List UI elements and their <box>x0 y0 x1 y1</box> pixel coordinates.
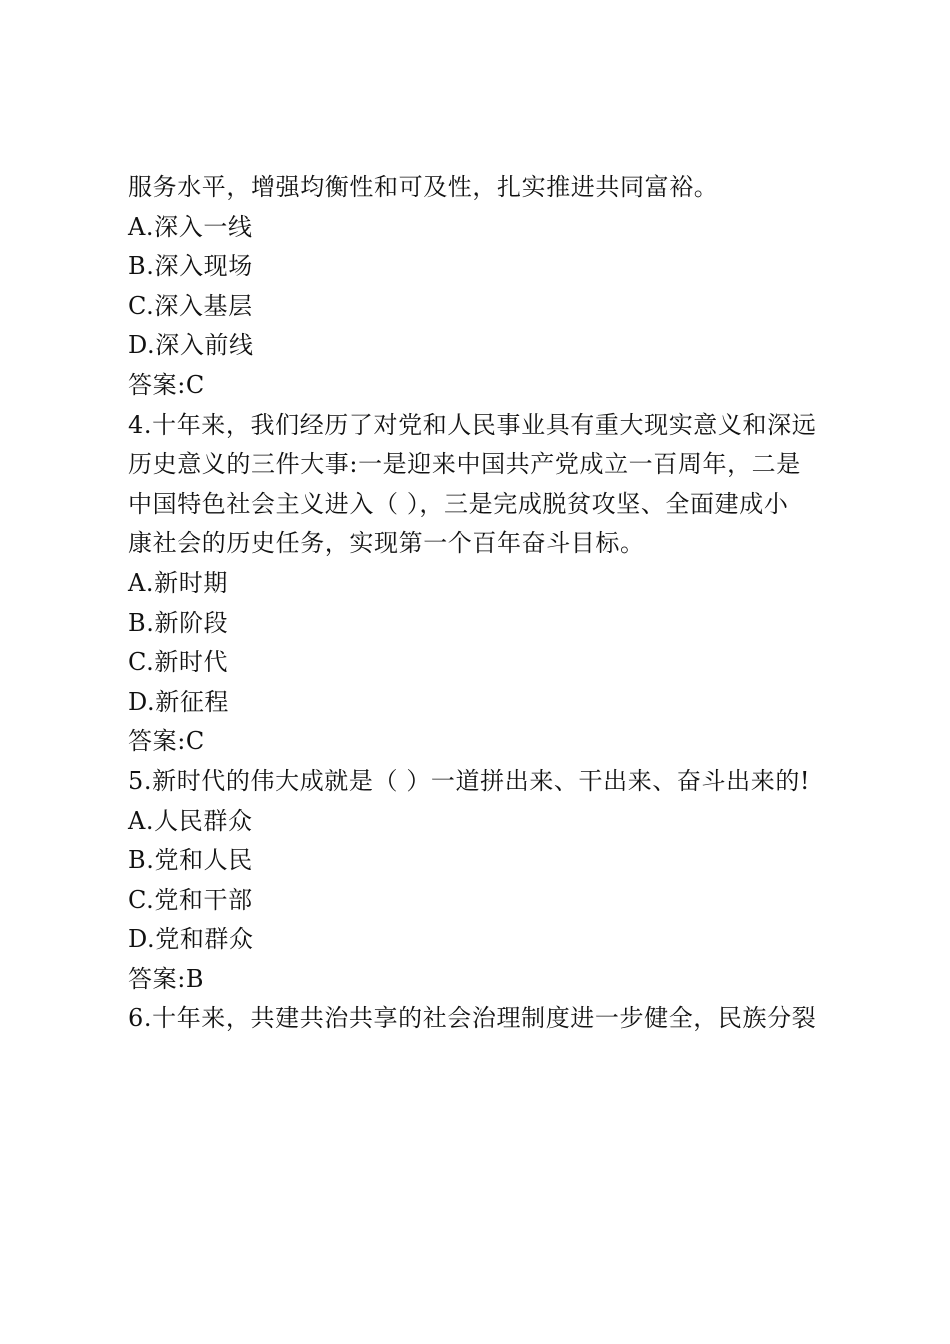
question-5-option-a: A.人民群众 <box>128 806 253 835</box>
question-5-option-b: B.党和人民 <box>128 846 253 875</box>
question-6-stem: 6.十年来，共建共治共享的社会治理制度进一步健全，民族分裂 <box>128 1004 817 1033</box>
question-3-answer: 答案:C <box>128 370 205 399</box>
question-4-option-a: A.新时期 <box>128 568 228 597</box>
question-list <box>128 168 838 1039</box>
question-3-option-c: C.深入基层 <box>128 291 253 320</box>
question-6 <box>128 999 838 1039</box>
question-4 <box>128 406 838 762</box>
question-4-stem-line-1: 4.十年来，我们经历了对党和人民事业具有重大现实意义和深远 <box>128 410 817 439</box>
question-4-option-d: D.新征程 <box>128 687 230 716</box>
question-4-answer: 答案:C <box>128 727 205 756</box>
question-5 <box>128 762 838 1000</box>
question-5-answer: 答案:B <box>128 964 205 993</box>
question-4-option-c: C.新时代 <box>128 648 229 677</box>
question-5-stem: 5.新时代的伟大成就是（ ）一道拼出来、干出来、奋斗出来的! <box>128 766 811 795</box>
question-4-option-b: B.新阶段 <box>128 608 229 637</box>
question-3-option-d: D.深入前线 <box>128 331 254 360</box>
question-3-option-b: B.深入现场 <box>128 252 253 281</box>
question-4-stem-line-4: 康社会的历史任务，实现第一个百年奋斗目标。 <box>128 529 645 558</box>
question-5-option-d: D.党和群众 <box>128 925 254 954</box>
question-3 <box>128 168 838 406</box>
question-4-stem-line-3: 中国特色社会主义进入（ ），三是完成脱贫攻坚、全面建成小 <box>128 489 789 518</box>
question-5-option-c: C.党和干部 <box>128 885 253 914</box>
question-4-stem-line-2: 历史意义的三件大事:一是迎来中国共产党成立一百周年，二是 <box>128 450 801 479</box>
question-3-option-a: A.深入一线 <box>128 212 253 241</box>
question-3-stem-continuation: 服务水平，增强均衡性和可及性，扎实推进共同富裕。 <box>128 173 719 201</box>
